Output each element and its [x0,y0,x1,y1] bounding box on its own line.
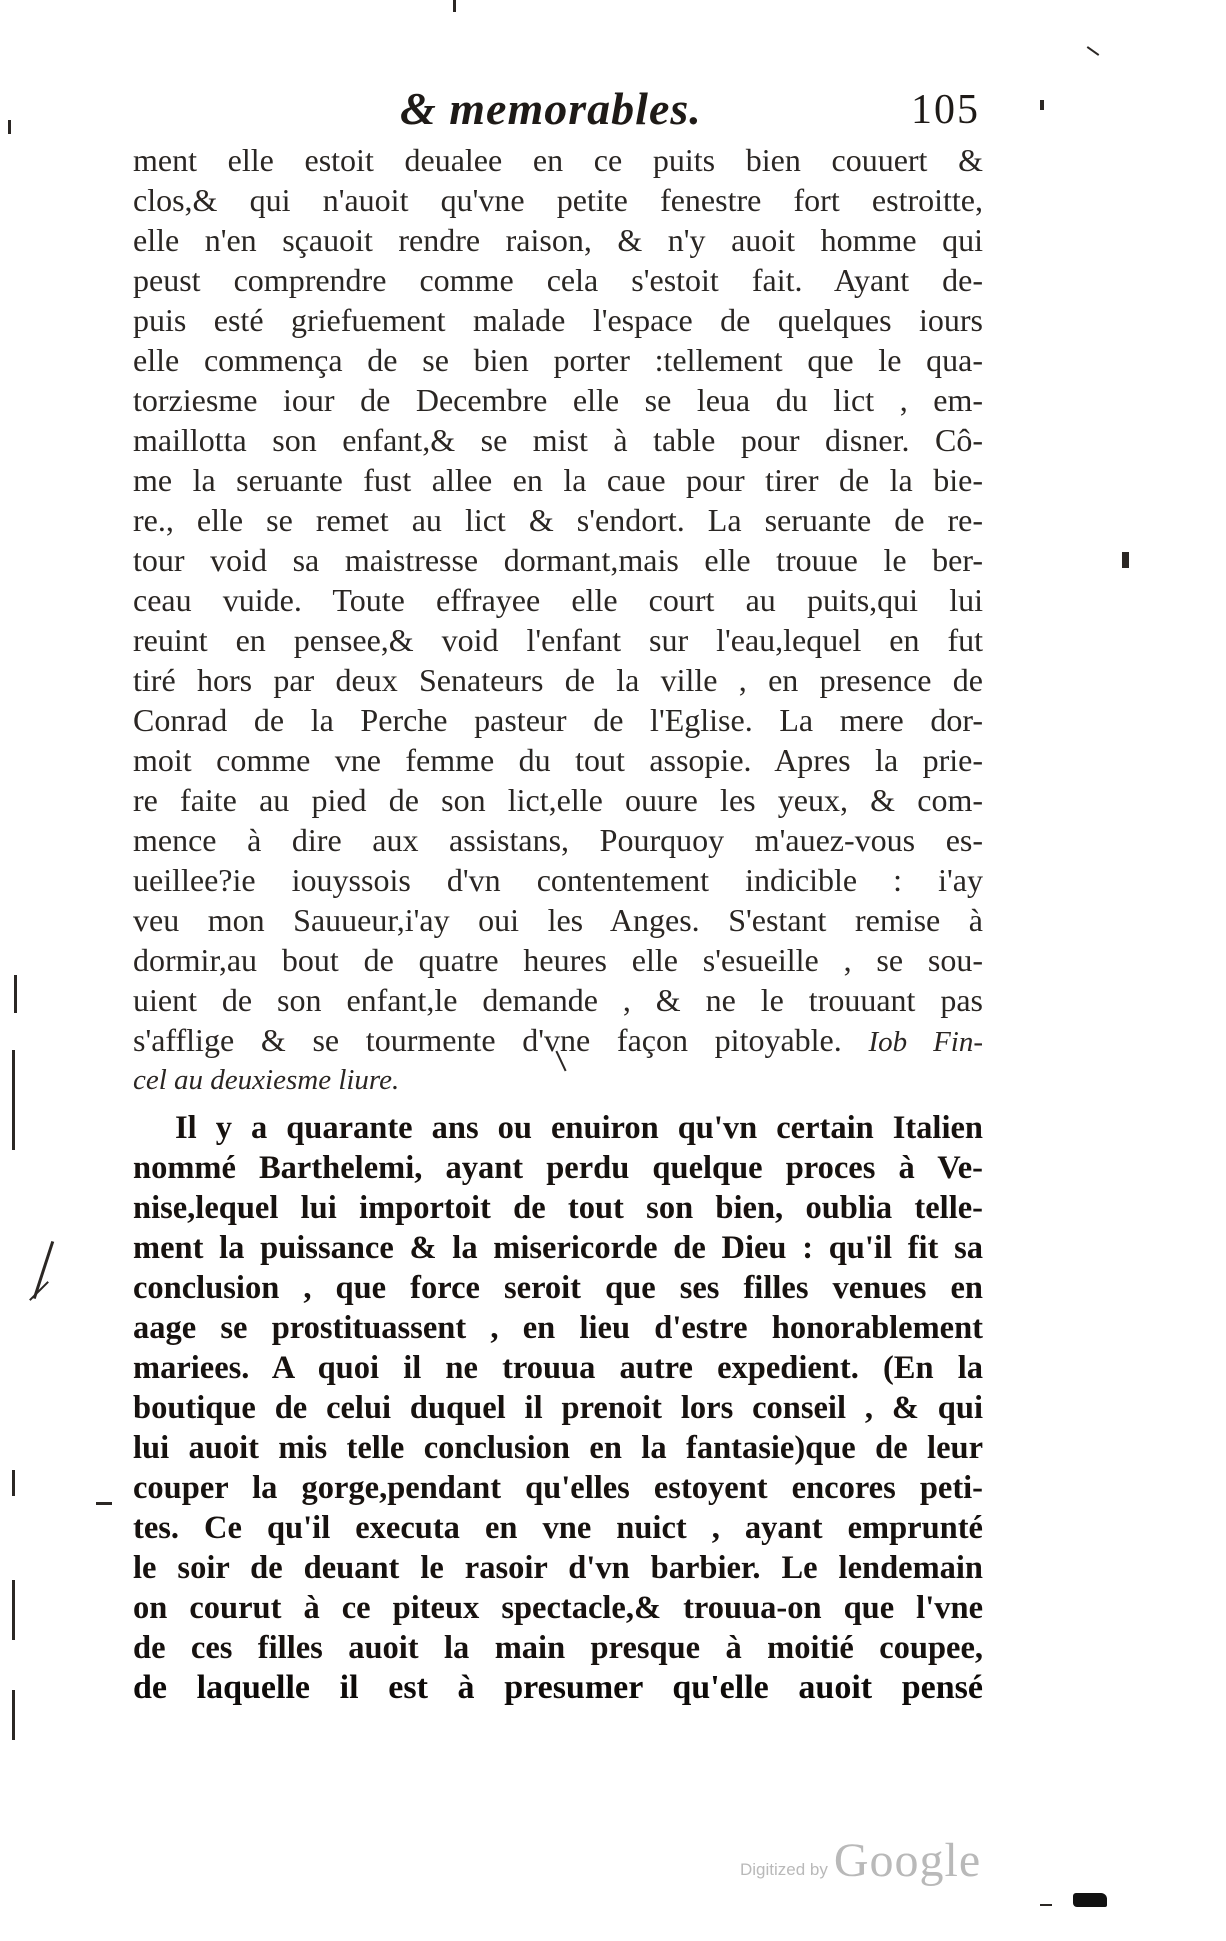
page-number: 105 [911,87,980,133]
paragraph-2 [133,1108,983,1708]
citation-line: cel au deuxiesme liure. [133,1064,400,1096]
paragraph-1 [133,140,983,1100]
scan-mark [1040,1904,1052,1906]
text-line: ceau vuide. Toute effrayee elle court au puits,qui lui [133,582,983,618]
scan-mark [33,1241,54,1299]
text-line: clos,& qui n'auoit qu'vne petite fenestre fort estroitte, [133,182,983,218]
text-line: dormir,au bout de quatre heures elle s'esueille , se sou- [133,942,983,978]
text-line: maillotta son enfant,& se mist à table pour disner. Cô- [133,422,983,458]
text-line: couper la gorge,pendant qu'elles estoyent encores peti- [133,1470,983,1506]
text-line: ment elle estoit deualee en ce puits bien couuert & [133,142,983,178]
text-line: conclusion , que force seroit que ses filles venues en [133,1270,983,1306]
scan-mark [12,1050,15,1150]
text-line: torziesme iour de Decembre elle se leua du lict , em- [133,382,983,418]
text-line: peust comprendre comme cela s'estoit fait. Ayant de- [133,262,983,298]
text-line: boutique de celui duquel il prenoit lors conseil , & qui [133,1390,983,1426]
text-line-content: s'afflige & se tourmente d'vne façon pitoyable. [133,1022,842,1058]
text-line: mariees. A quoi il ne trouua autre expedient. (En la [133,1350,983,1386]
text-block [133,140,983,1708]
text-line: on courut à ce piteux spectacle,& trouua-on que l'vne [133,1590,983,1626]
google-logo: Google [833,1834,982,1887]
text-line: Conrad de la Perche pasteur de l'Eglise. La mere dor- [133,702,983,738]
text-line: nise,lequel lui importoit de tout son bien, oublia telle- [133,1190,983,1226]
text-line: Il y a quarante ans ou enuiron qu'vn certain Italien [175,1110,983,1146]
text-line: de ces filles auoit la main presque à moitié coupee, [133,1630,983,1666]
text-line: me la seruante fust allee en la caue pour tirer de la bie- [133,462,983,498]
text-line: tes. Ce qu'il executa en vne nuict , ayant emprunté [133,1510,983,1546]
text-line: tiré hors par deux Senateurs de la ville , en presence de [133,662,983,698]
running-title: & memorables. [400,83,702,134]
citation-inline: Iob Fin- [868,1026,983,1058]
scan-mark [96,1502,112,1505]
scan-mark [12,1580,15,1640]
text-line: lui auoit mis telle conclusion en la fantasie)que de leur [133,1430,983,1466]
text-line: tour void sa maistresse dormant,mais elle trouue le ber- [133,542,983,578]
text-line: le soir de deuant le rasoir d'vn barbier. Le lendemain [133,1550,983,1586]
scan-mark [1040,100,1044,110]
text-line: nommé Barthelemi, ayant perdu quelque proces à Ve- [133,1150,983,1186]
scan-mark [1122,552,1129,568]
text-line: re faite au pied de son lict,elle ouure les yeux, & com- [133,782,983,818]
text-line: ueillee?ie iouyssois d'vn contentement indicible : i'ay [133,862,983,898]
scan-mark [8,120,11,134]
text-line: aage se prostituassent , en lieu d'estre honorablement [133,1310,983,1346]
text-line: puis esté griefuement malade l'espace de quelques iours [133,302,983,338]
text-line: mence à dire aux assistans, Pourquoy m'auez-vous es- [133,822,983,858]
text-line: reuint en pensee,& void l'enfant sur l'eau,lequel en fut [133,622,983,658]
text-line: re., elle se remet au lict & s'endort. La seruante de re- [133,502,983,538]
scan-mark [453,0,456,12]
digitized-by-google-watermark [740,1828,981,1888]
text-line: veu mon Sauueur,i'ay oui les Anges. S'estant remise à [133,902,983,938]
watermark-small-text: Digitized by [740,1860,828,1879]
text-line: uient de son enfant,le demande , & ne le trouuant pas [133,982,983,1018]
text-line: ment la puissance & la misericorde de Dieu : qu'il fit sa [133,1230,983,1266]
text-line: elle n'en sçauoit rendre raison, & n'y auoit homme qui [133,222,983,258]
scan-mark [14,975,17,1013]
scan-mark [1087,46,1100,56]
running-head [130,82,980,142]
text-line: elle commença de se bien porter :tellement que le qua- [133,342,983,378]
text-line: de laquelle il est à presumer qu'elle auoit pensé [133,1669,983,1706]
ink-smudge [1073,1893,1107,1907]
text-line: moit comme vne femme du tout assopie. Apres la prie- [133,742,983,778]
scan-mark [12,1470,15,1496]
scan-mark [12,1690,15,1740]
